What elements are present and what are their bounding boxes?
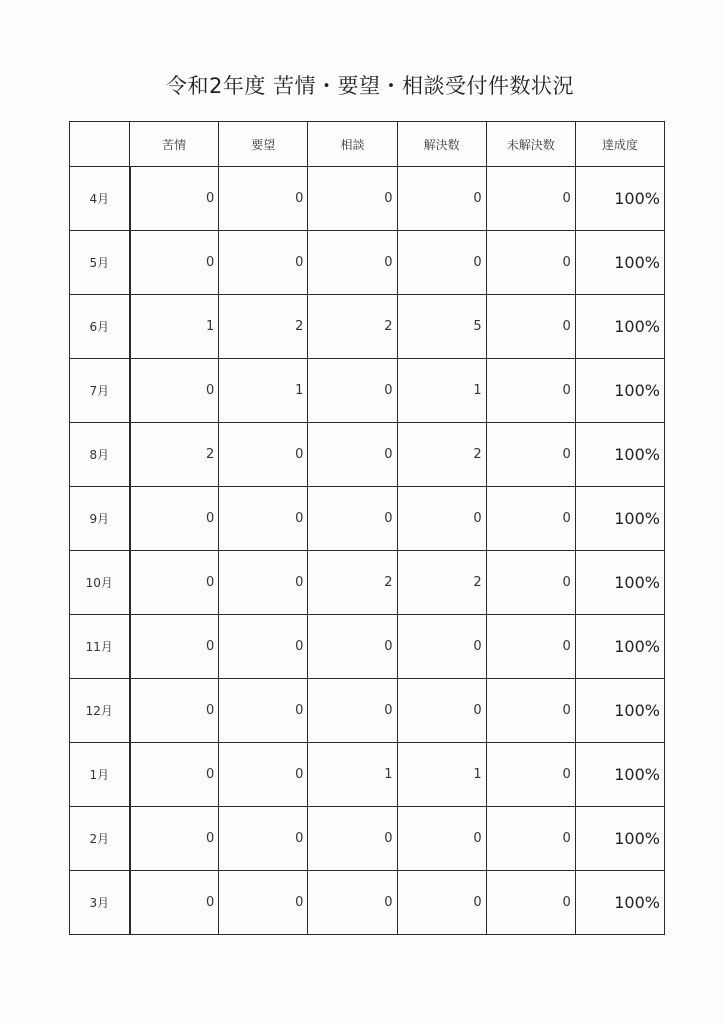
- unresolved-cell: 0: [486, 871, 575, 935]
- consultations-cell: 0: [308, 807, 397, 871]
- complaint-report-table: [69, 121, 665, 935]
- table-row: [70, 295, 665, 359]
- resolved-cell: 0: [397, 167, 486, 231]
- consultations-cell: 0: [308, 679, 397, 743]
- header-requests: 要望: [219, 122, 308, 167]
- consultations-cell: 0: [308, 359, 397, 423]
- achievement-cell: 100%: [575, 295, 664, 359]
- month-cell: 11月: [70, 615, 130, 679]
- complaints-cell: 0: [130, 231, 219, 295]
- table-row: [70, 871, 665, 935]
- month-cell: 1月: [70, 743, 130, 807]
- header-unresolved: 未解決数: [486, 122, 575, 167]
- complaints-cell: 0: [130, 679, 219, 743]
- achievement-cell: 100%: [575, 359, 664, 423]
- unresolved-cell: 0: [486, 295, 575, 359]
- month-cell: 2月: [70, 807, 130, 871]
- requests-cell: 0: [219, 743, 308, 807]
- complaints-cell: 0: [130, 359, 219, 423]
- table-body: [70, 167, 665, 935]
- month-cell: 12月: [70, 679, 130, 743]
- table-row: [70, 679, 665, 743]
- header-resolved: 解決数: [397, 122, 486, 167]
- consultations-cell: 0: [308, 871, 397, 935]
- month-cell: 5月: [70, 231, 130, 295]
- resolved-cell: 0: [397, 231, 486, 295]
- consultations-cell: 0: [308, 231, 397, 295]
- resolved-cell: 2: [397, 423, 486, 487]
- unresolved-cell: 0: [486, 679, 575, 743]
- requests-cell: 0: [219, 231, 308, 295]
- table-row: [70, 807, 665, 871]
- table-row: [70, 615, 665, 679]
- document-title: 令和2年度 苦情・要望・相談受付件数状況: [165, 74, 575, 98]
- resolved-cell: 2: [397, 551, 486, 615]
- resolved-cell: 0: [397, 487, 486, 551]
- consultations-cell: 2: [308, 295, 397, 359]
- month-cell: 4月: [70, 167, 130, 231]
- unresolved-cell: 0: [486, 359, 575, 423]
- unresolved-cell: 0: [486, 551, 575, 615]
- table-row: [70, 231, 665, 295]
- complaints-cell: 1: [130, 295, 219, 359]
- requests-cell: 0: [219, 615, 308, 679]
- requests-cell: 0: [219, 487, 308, 551]
- header-achievement: 達成度: [575, 122, 664, 167]
- resolved-cell: 0: [397, 871, 486, 935]
- month-cell: 10月: [70, 551, 130, 615]
- table-row: [70, 423, 665, 487]
- achievement-cell: 100%: [575, 679, 664, 743]
- achievement-cell: 100%: [575, 551, 664, 615]
- table-row: [70, 743, 665, 807]
- header-consultations: 相談: [308, 122, 397, 167]
- table-row: [70, 487, 665, 551]
- month-cell: 3月: [70, 871, 130, 935]
- achievement-cell: 100%: [575, 487, 664, 551]
- resolved-cell: 0: [397, 615, 486, 679]
- consultations-cell: 1: [308, 743, 397, 807]
- consultations-cell: 2: [308, 551, 397, 615]
- unresolved-cell: 0: [486, 167, 575, 231]
- achievement-cell: 100%: [575, 231, 664, 295]
- complaints-cell: 0: [130, 615, 219, 679]
- resolved-cell: 5: [397, 295, 486, 359]
- complaints-cell: 2: [130, 423, 219, 487]
- resolved-cell: 0: [397, 807, 486, 871]
- requests-cell: 0: [219, 871, 308, 935]
- achievement-cell: 100%: [575, 807, 664, 871]
- requests-cell: 0: [219, 807, 308, 871]
- requests-cell: 0: [219, 423, 308, 487]
- achievement-cell: 100%: [575, 743, 664, 807]
- resolved-cell: 1: [397, 359, 486, 423]
- complaints-cell: 0: [130, 487, 219, 551]
- month-cell: 8月: [70, 423, 130, 487]
- requests-cell: 0: [219, 167, 308, 231]
- table-row: [70, 359, 665, 423]
- consultations-cell: 0: [308, 615, 397, 679]
- month-cell: 7月: [70, 359, 130, 423]
- requests-cell: 0: [219, 551, 308, 615]
- achievement-cell: 100%: [575, 871, 664, 935]
- requests-cell: 0: [219, 679, 308, 743]
- header-month: [70, 122, 130, 167]
- complaints-cell: 0: [130, 743, 219, 807]
- unresolved-cell: 0: [486, 231, 575, 295]
- resolved-cell: 1: [397, 743, 486, 807]
- achievement-cell: 100%: [575, 423, 664, 487]
- complaints-cell: 0: [130, 807, 219, 871]
- unresolved-cell: 0: [486, 615, 575, 679]
- unresolved-cell: 0: [486, 423, 575, 487]
- table-header-row: [70, 122, 665, 167]
- requests-cell: 1: [219, 359, 308, 423]
- resolved-cell: 0: [397, 679, 486, 743]
- unresolved-cell: 0: [486, 743, 575, 807]
- month-cell: 9月: [70, 487, 130, 551]
- consultations-cell: 0: [308, 167, 397, 231]
- complaints-cell: 0: [130, 871, 219, 935]
- achievement-cell: 100%: [575, 615, 664, 679]
- unresolved-cell: 0: [486, 807, 575, 871]
- complaints-cell: 0: [130, 167, 219, 231]
- table-row: [70, 551, 665, 615]
- achievement-cell: 100%: [575, 167, 664, 231]
- header-complaints: 苦情: [130, 122, 219, 167]
- requests-cell: 2: [219, 295, 308, 359]
- unresolved-cell: 0: [486, 487, 575, 551]
- consultations-cell: 0: [308, 487, 397, 551]
- complaints-cell: 0: [130, 551, 219, 615]
- table-row: [70, 167, 665, 231]
- month-cell: 6月: [70, 295, 130, 359]
- consultations-cell: 0: [308, 423, 397, 487]
